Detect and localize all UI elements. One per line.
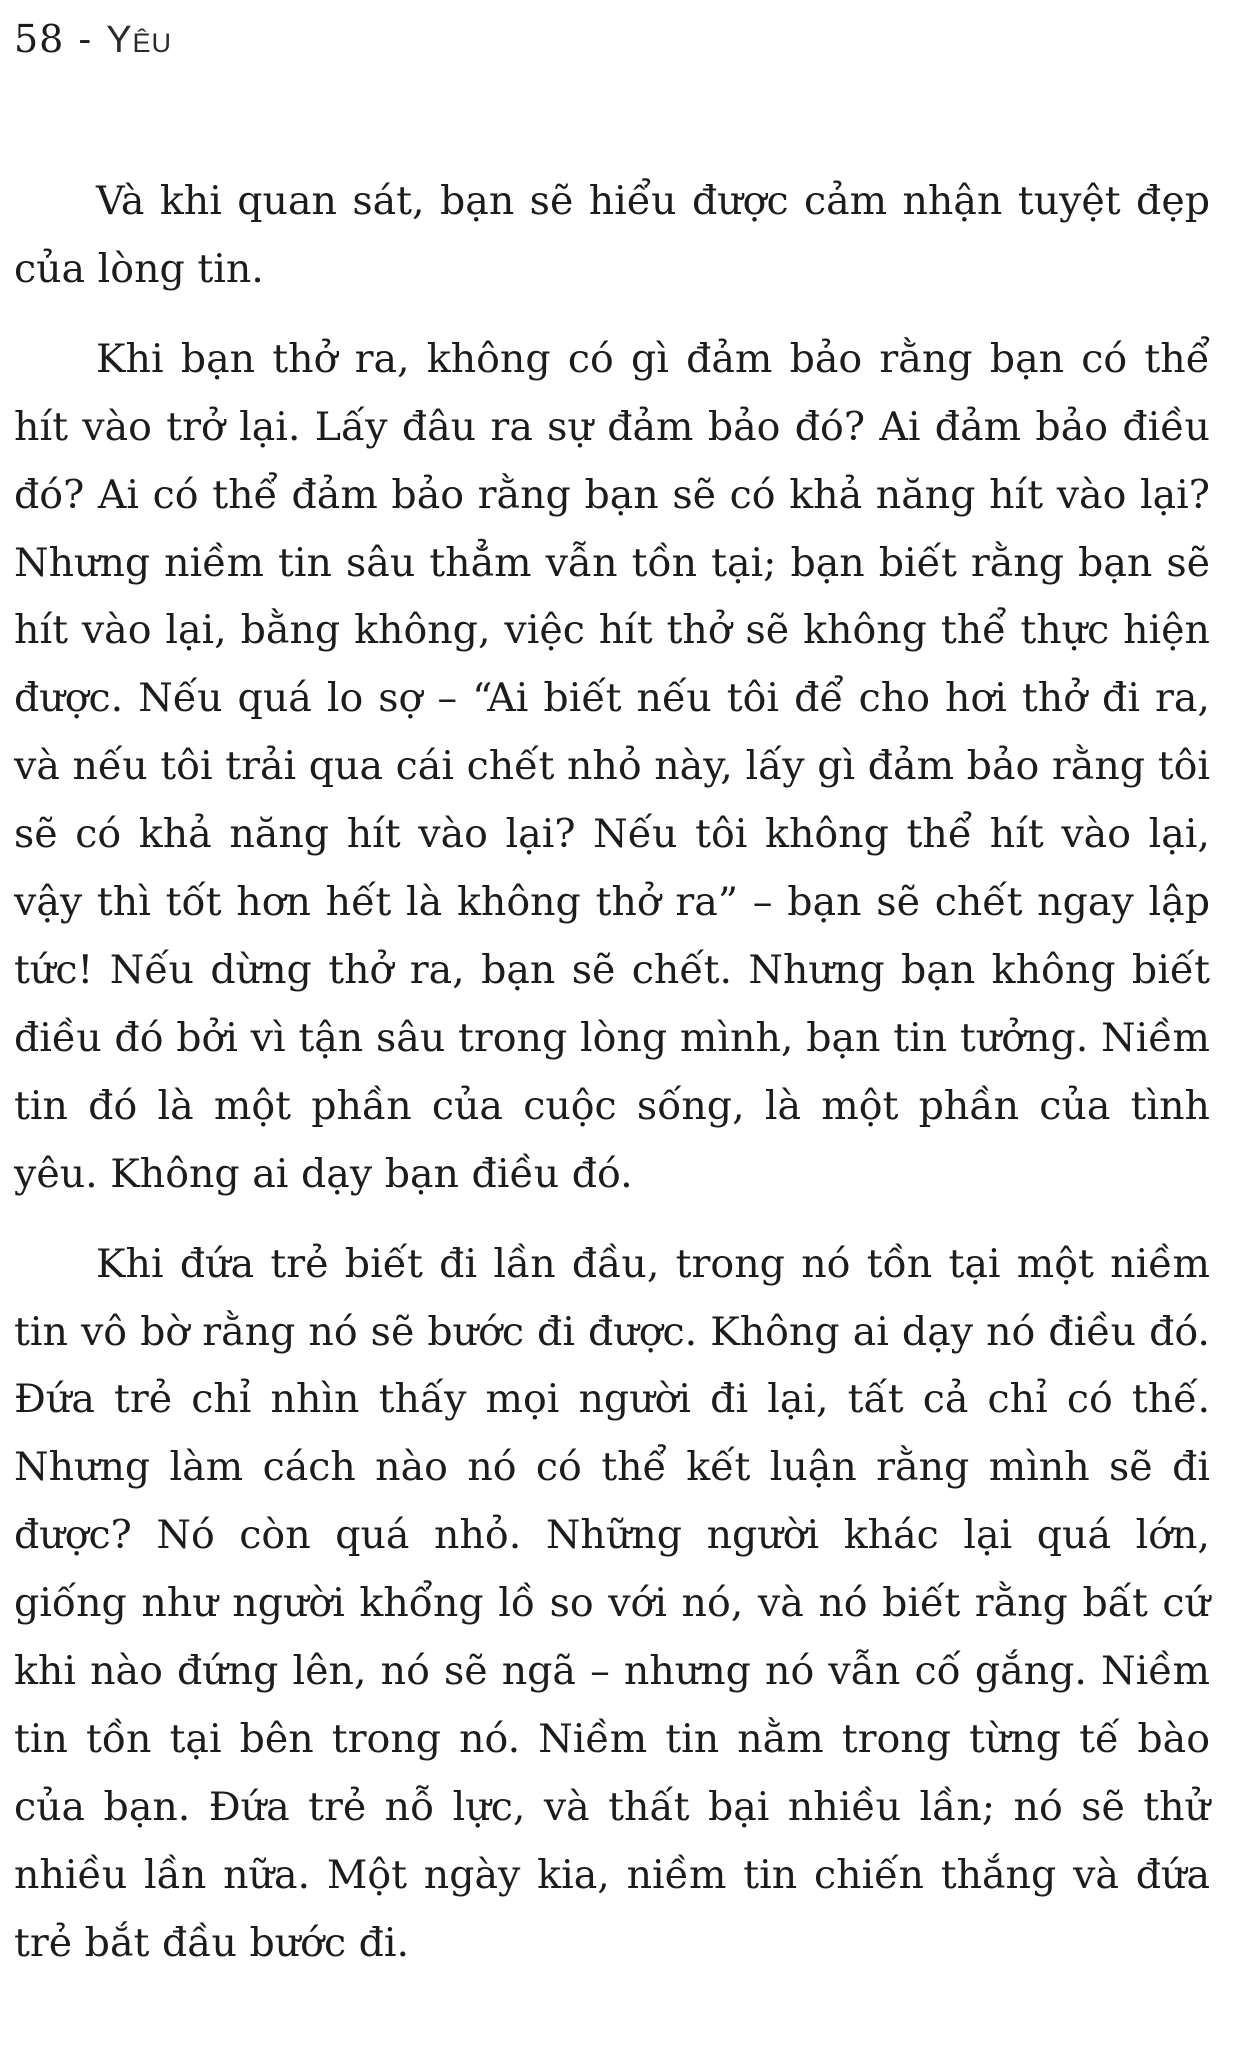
header-separator: - [78, 17, 93, 61]
paragraph-1: Và khi quan sát, bạn sẽ hiểu được cảm nhận tuyệt đẹp của lòng tin. [14, 178, 1210, 292]
book-title: Yêu [106, 19, 173, 61]
page-number: 58 [14, 17, 65, 61]
paragraph-2: Khi bạn thở ra, không có gì đảm bảo rằng bạn có thể hít vào trở lại. Lấy đâu ra sự đảm bảo đó? Ai đảm bảo điều đó? Ai có thể đảm bảo rằng bạn sẽ có khả năng hít vào lại? Nhưng niềm tin sâu thẳm vẫn tồn tại; bạn biết rằng bạn sẽ hít vào lại, bằng không, việc hít thở sẽ không thể thực hiện được. Nếu quá lo sợ – “Ai biết nếu tôi để cho hơi thở đi ra, và nếu tôi trải qua cái chết nhỏ này, lấy gì đảm bảo rằng tôi sẽ có khả năng hít vào lại? Nếu tôi không thể hít vào lại, vậy thì tốt hơn hết là không thở ra” – bạn sẽ chết ngay lập tức! Nếu dừng thở ra, bạn sẽ chết. Nhưng bạn không biết điều đó bởi vì tận sâu trong lòng mình, bạn tin tưởng. Niềm tin đó là một phần của cuộc sống, là một phần của tình yêu. Không ai dạy bạn điều đó. [14, 335, 1210, 1197]
running-head [14, 14, 172, 65]
body-text [14, 168, 1210, 2000]
paragraph-3: Khi đứa trẻ biết đi lần đầu, trong nó tồn tại một niềm tin vô bờ rằng nó sẽ bước đi được. Không ai dạy nó điều đó. Đứa trẻ chỉ nhìn thấy mọi người đi lại, tất cả chỉ có thế. Nhưng làm cách nào nó có thể kết luận rằng mình sẽ đi được? Nó còn quá nhỏ. Những người khác lại quá lớn, giống như người khổng lồ so với nó, và nó biết rằng bất cứ khi nào đứng lên, nó sẽ ngã – nhưng nó vẫn cố gắng. Niềm tin tồn tại bên trong nó. Niềm tin nằm trong từng tế bào của bạn. Đứa trẻ nỗ lực, và thất bại nhiều lần; nó sẽ thử nhiều lần nữa. Một ngày kia, niềm tin chiến thắng và đứa trẻ bắt đầu bước đi. [14, 1240, 1210, 1966]
